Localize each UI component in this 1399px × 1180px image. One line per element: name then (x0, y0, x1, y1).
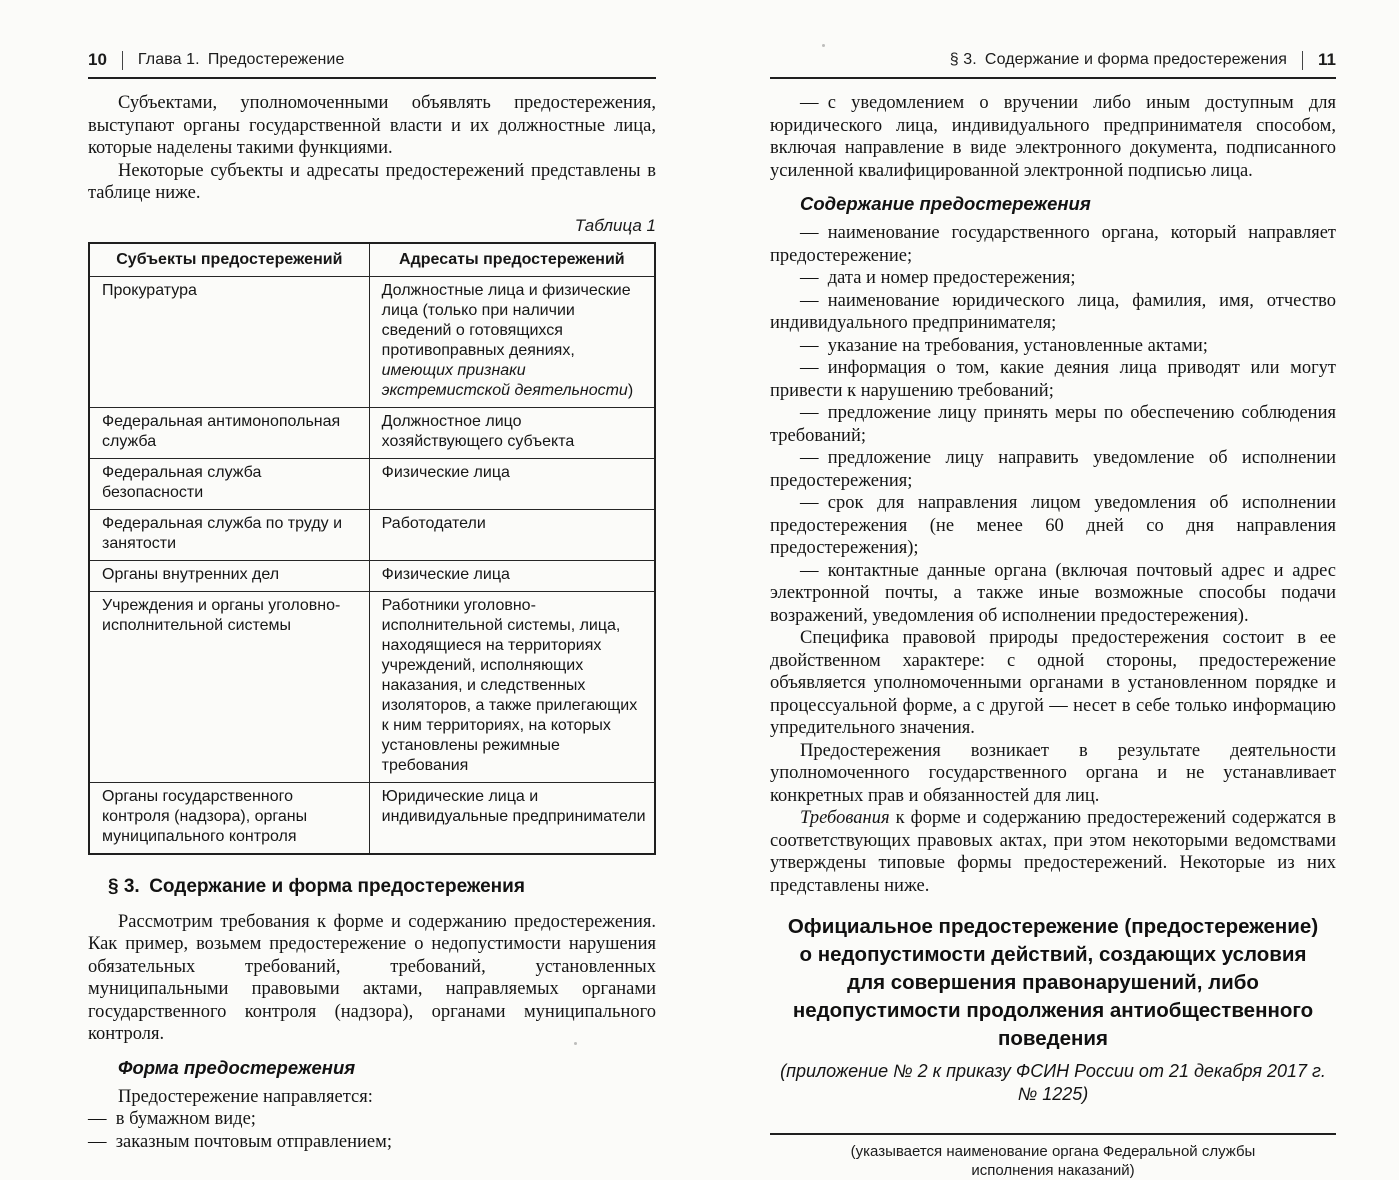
document-subheading: (приложение № 2 к приказу ФСИН России от 21 декабря 2017 г. № 1225) (780, 1061, 1326, 1104)
list-item: — наименование юридического лица, фамилия, имя, отчество индивидуального предпринимателя; (770, 290, 1336, 333)
table-header-subjects: Субъекты предостережений (89, 243, 369, 277)
table-row (89, 458, 655, 509)
table-cell-addressee: Должностное лицо хозяйствующего субъекта (369, 407, 655, 458)
subjects-addressees-table (88, 242, 656, 855)
list-item: — наименование государственного органа, который направляет предостережение; (770, 223, 1336, 266)
running-head-title: § 3. Содержание и форма предостережения (949, 51, 1288, 68)
scan-speck (574, 1042, 577, 1045)
table-cell-subject: Прокуратура (89, 276, 369, 407)
list-item: — заказным почтовым отправлением; (88, 1131, 392, 1152)
list-item: — в бумажном виде; (88, 1109, 256, 1129)
table-header-addressees: Адресаты предостережений (369, 243, 655, 277)
addressee-text: Должностные лица и физические лица (только при наличии сведений о готовящихся противоправных деяниях, (381, 281, 631, 359)
document-heading: Официальное предостережение (предостережение) о недопустимости действий, создающих условия для совершения правонарушений, либо недопустимости продолжения антиобщественного поведения (787, 915, 1319, 1050)
table-caption: Таблица 1 (574, 215, 656, 235)
table-cell-addressee: Работники уголовно-исполнительной системы, лица, находящиеся на территориях учреждений, исполняющих наказания, и следственных изоляторов, а также прилегающих к ним территориях, на которых установлены режимные требования (369, 591, 655, 782)
table-cell-subject: Учреждения и органы уголовно-исполнительной системы (89, 591, 369, 782)
addressee-text: ) (627, 381, 634, 399)
paragraph: Субъектами, уполномоченными объявлять предостережения, выступают органы государственной власти и их должностные лица, которые наделены такими функциями. (88, 93, 656, 158)
list-item: — с уведомлением о вручении либо иным доступным для юридического лица, индивидуального предпринимателя способом, включая направление в виде электронного документа, подписанного усиленной квалифицированной электронной подписью лица. (770, 93, 1336, 181)
addressee-text-italic: имеющих признаки экстремистской деятельности (381, 361, 628, 399)
list-item: — указание на требования, установленные актами; (800, 335, 1208, 356)
table-cell-subject: Органы внутренних дел (89, 560, 369, 591)
list-item: — контактные данные органа (включая почтовый адрес и адрес электронной почты, а также иные возможные способы подачи возражений, уведомления об исполнении предостережения). (770, 560, 1336, 626)
subheading-form: Форма предостережения (118, 1056, 356, 1078)
subheading-content: Содержание предостережения (800, 193, 1091, 214)
table-cell-addressee: Работодатели (369, 509, 655, 560)
table-header-row (89, 243, 655, 277)
paragraph-text: к форме и содержанию предостережений содержатся в соответствующих правовых актах, при этом некоторыми ведомствами утверждены типовые формы предостережений. Некоторые из них представлены ниже. (770, 808, 1336, 896)
page-number: 10 (88, 50, 107, 69)
running-head-left (88, 50, 656, 79)
page-number: 11 (1318, 50, 1336, 69)
list-item: — предложение лицу принять меры по обеспечению соблюдения требований; (770, 403, 1336, 446)
table-cell-subject: Федеральная антимонопольная служба (89, 407, 369, 458)
paragraph: Некоторые субъекты и адресаты предостережений представлены в таблице ниже. (88, 160, 656, 203)
running-head-divider (1302, 51, 1303, 70)
table-row (89, 782, 655, 854)
table-row (89, 407, 655, 458)
paragraph-lead-italic: Требования (800, 808, 890, 828)
running-head-right (770, 50, 1336, 79)
page-right (770, 50, 1336, 1180)
paragraph (770, 807, 1336, 897)
table-cell-addressee: Физические лица (369, 560, 655, 591)
section-heading: § 3. Содержание и форма предостережения (108, 875, 525, 897)
list-item: — дата и номер предостережения; (800, 268, 1076, 288)
table-cell-addressee: Юридические лица и индивидуальные предприниматели (369, 782, 655, 854)
list-item: — предложение лицу направить уведомление об исполнении предостережения; (770, 448, 1336, 491)
paragraph: Предостережения возникает в результате деятельности уполномоченного государственного органа и не устанавливает конкретных прав и обязанностей для лиц. (770, 740, 1336, 806)
running-head-title: Глава 1. Предостережение (137, 51, 345, 68)
paragraph: Специфика правовой природы предостережения состоит в ее двойственном характере: с одной стороны, предостережение объявляется уполномоченными органами в установленном порядке и процессуальной форме, а с другой — несет в себе только информацию упредительного значения. (770, 628, 1336, 738)
table-row (89, 560, 655, 591)
running-head-divider (122, 51, 123, 70)
form-field-line (770, 1133, 1336, 1135)
list-item: — информация о том, какие деяния лица приводят или могут привести к нарушению требований; (770, 358, 1336, 401)
page-left (88, 50, 656, 1153)
table-cell-subject: Федеральная служба по труду и занятости (89, 509, 369, 560)
paragraph: Рассмотрим требования к форме и содержанию предостережения. Как пример, возьмем предостережение о недопустимости нарушения обязательных требований, требований, установленных муниципальными правовыми актами, направляемых органами государственного контроля (надзора), органами муниципального контроля. (88, 911, 656, 1044)
table-cell-subject: Органы государственного контроля (надзора), органы муниципального контроля (89, 782, 369, 854)
form-field-caption: (указывается наименование органа Федеральной службы исполнения наказаний) (850, 1143, 1256, 1179)
list-item: — срок для направления лицом уведомления об исполнении предостережения (не менее 60 дней со дня направления предостережения); (770, 493, 1336, 558)
paragraph: Предостережение направляется: (118, 1086, 373, 1107)
table-cell-addressee: Физические лица (369, 458, 655, 509)
scan-speck (822, 44, 825, 47)
table-row (89, 276, 655, 407)
table-row (89, 509, 655, 560)
table-cell-addressee (369, 276, 655, 407)
table-row (89, 591, 655, 782)
table-cell-subject: Федеральная служба безопасности (89, 458, 369, 509)
